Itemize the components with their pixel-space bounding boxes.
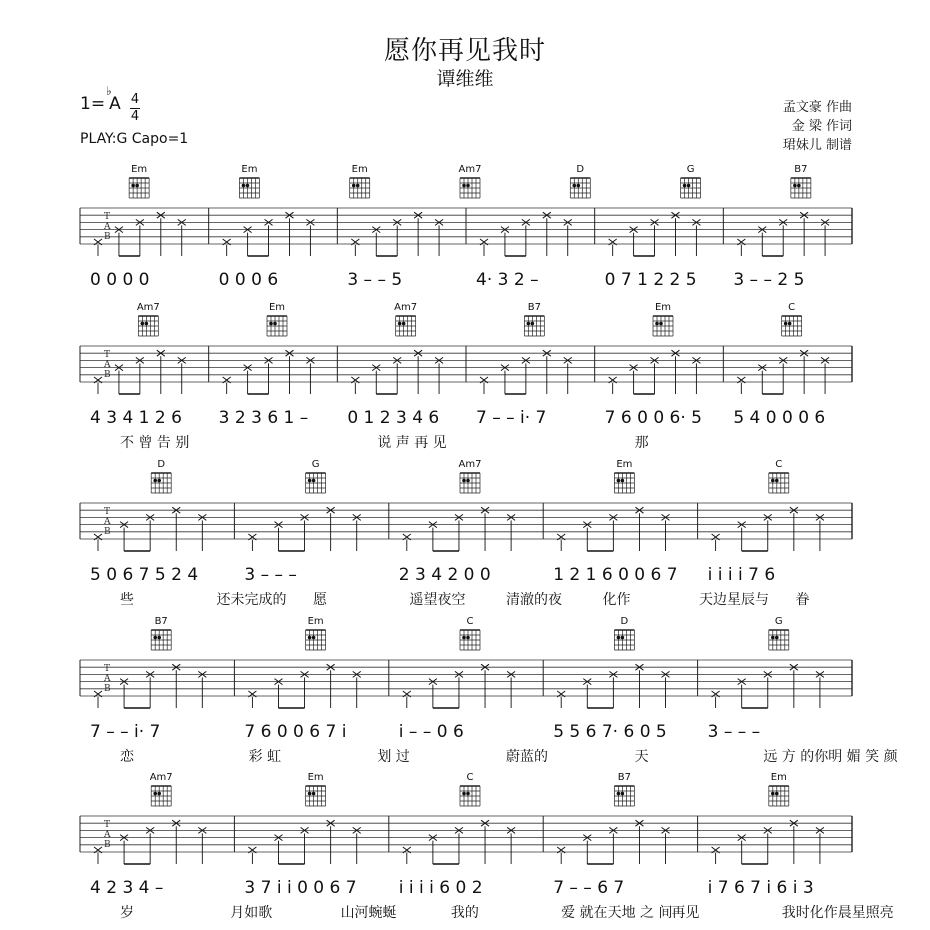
chord-diagram [769,786,789,806]
lyric-text: 岁 [120,905,134,921]
lyric-text: 恋 [120,749,134,765]
measure-notes: 3 – – – [707,722,761,742]
chord-name: B7 [617,772,631,783]
measure-notes: 7 6 0 0 6· 5 [604,408,702,428]
chord-diagram [239,178,259,198]
chord-diagram [306,630,326,650]
chord-name: Am7 [136,302,160,313]
tab-clef-letter: T [104,507,111,517]
key-signature [80,84,121,114]
lyric-text: 天边星辰与 [699,592,769,608]
chord-name: B7 [154,616,168,627]
lyric-text: 我时化作晨星照亮 [781,905,894,921]
lyric-text: 我的 [450,905,479,921]
lyricist-credit: 金 梁 作词 [791,119,852,134]
chord-name: Am7 [149,772,173,783]
chord-diagram [460,786,480,806]
chord-name: Am7 [458,164,482,175]
measure-notes: 0 7 1 2 2 5 [604,270,697,290]
chord-diagram [681,178,701,198]
chord-diagram [396,316,416,336]
chord-name: Am7 [458,459,482,470]
tab-clef-letter: A [104,360,111,370]
tab-clef-letter: T [104,664,111,674]
score-row [0,768,930,921]
numbered-notation [0,565,930,591]
lyric-text: 蔚蓝的 [506,749,548,765]
chord-name: C [466,616,474,627]
chord-name: C [788,302,796,313]
lyric-text: 说 声 再 见 [377,435,447,451]
lyric-text: 那 [634,435,649,451]
measure-notes: 1 2 1 6 0 0 6 7 [553,565,678,585]
lyric-text: 不 曾 告 别 [120,435,190,451]
lyric-text: 些 [120,592,134,608]
numbered-notation [0,408,930,434]
lyric-text: 远 方 的你明 媚 笑 颜 [763,749,898,765]
measure-notes: i i i i 6 0 2 [398,878,483,898]
chord-diagram [267,316,287,336]
tab-clef-letter: T [104,212,111,222]
lyric-text: 遥望夜空 [409,592,466,608]
chord-diagram [151,786,171,806]
chord-name: Em [616,459,633,470]
transcriber-credit: 珺妹儿 制谱 [782,138,852,153]
time-top: 4 [130,92,140,107]
chord-diagram [769,473,789,493]
numbered-notation [0,270,930,296]
chord-name: B7 [794,164,808,175]
lyric-text: 清澈的夜 [506,592,562,608]
chord-name: Em [268,302,286,313]
tab-clef-letter: T [104,820,111,830]
chord-diagram [653,316,673,336]
chord-name: Em [131,164,148,175]
chord-diagram [524,316,544,336]
chord-diagram [614,473,634,493]
lyric-text: 再见 [671,905,700,921]
score-row [0,455,930,608]
chord-diagram [614,786,634,806]
measure-notes: 0 0 0 0 [90,270,150,290]
lyric-text: 月如歌 [230,905,273,921]
score-row [0,298,930,451]
measure-notes: 7 – – 6 7 [553,878,625,898]
lyric-text: 愿 [313,592,327,608]
chord-name: Em [351,164,368,175]
tab-clef-letter: B [104,840,111,850]
chord-name: Em [307,772,324,783]
time-bottom: 4 [130,109,140,124]
tab-clef-letter: B [104,370,111,380]
chord-diagram [791,178,811,198]
measure-notes: 2 3 4 2 0 0 [398,565,491,585]
measure-notes: 4· 3 2 – [476,270,539,290]
chord-diagram [138,316,158,336]
chord-diagram [782,316,802,336]
measure-notes: 3 7 i i 0 0 6 7 [244,878,357,898]
chord-name: Em [654,302,672,313]
chord-diagram [460,473,480,493]
chord-name: Em [307,616,324,627]
chord-name: D [576,164,585,175]
tab-clef-letter: A [104,222,111,232]
measure-notes: 5 0 6 7 5 2 4 [90,565,199,585]
measure-notes: 7 6 0 0 6 7 i [244,722,347,742]
chord-name: Em [241,164,258,175]
chord-diagram [151,630,171,650]
chord-diagram [306,473,326,493]
measure-notes: 3 – – 2 5 [733,270,805,290]
lyric-text: 化作 [602,592,631,608]
numbered-notation [0,878,930,904]
score-row [0,160,930,310]
lyric-text: 眷 [795,592,810,608]
tab-clef-letter: B [104,684,111,694]
lyric-text: 山河蜿蜒 [340,905,397,921]
chord-diagram [614,630,634,650]
chord-name: C [775,459,783,470]
chord-diagram [460,630,480,650]
chord-name: Am7 [394,302,418,313]
lyric-text: 天 [634,749,649,765]
measure-notes: 0 1 2 3 4 6 [347,408,440,428]
chord-name: D [620,616,629,627]
key-prefix: 1= [80,94,106,114]
chord-name: B7 [527,302,541,313]
chord-name: G [311,459,320,470]
chord-diagram [460,178,480,198]
tab-clef-letter: T [104,350,111,360]
measure-notes: 0 0 0 6 [218,270,279,290]
capo-info: PLAY:G Capo=1 [80,131,189,147]
chord-diagram [306,786,326,806]
measure-notes: 4 3 4 1 2 6 [90,408,182,428]
lyrics-line [0,746,930,766]
chord-name: D [157,459,166,470]
chord-name: G [686,164,695,175]
measure-notes: 7 – – i· 7 [90,722,161,742]
lyrics-line [0,432,930,452]
measure-notes: i i i i 7 6 [707,565,776,585]
credits [783,98,852,155]
key-letter: A [109,94,121,114]
tab-clef-letter: B [104,527,111,537]
flat-sign: ♭ [106,84,112,98]
lyric-text: 划 过 [377,749,410,765]
song-title: 愿你再见我时 [383,36,546,66]
chord-diagram [769,630,789,650]
chord-name: G [774,616,783,627]
measure-notes: 5 5 6 7· 6 0 5 [553,722,667,742]
tab-clef-letter: A [104,830,111,840]
measure-notes: i 7 6 7 i 6 i 3 [707,878,814,898]
measure-notes: i – – 0 6 [398,722,464,742]
measure-notes: 3 – – – [244,565,297,585]
score-row [0,612,930,765]
measure-notes: 3 – – 5 [347,270,403,290]
chord-diagram [350,178,370,198]
chord-diagram [129,178,149,198]
chord-diagram [570,178,590,198]
chord-name: C [466,772,474,783]
lyrics-line [0,589,930,609]
tab-clef-letter: A [104,674,111,684]
tab-clef-letter: B [104,232,111,242]
measure-notes: 5 4 0 0 0 6 [733,408,826,428]
lyric-text: 彩 虹 [248,749,282,765]
composer-credit: 孟文豪 作曲 [782,100,852,115]
chord-name: Em [770,772,787,783]
numbered-notation [0,722,930,748]
singer-name: 谭维维 [436,68,494,90]
tab-clef-letter: A [104,517,111,527]
lyric-text: 还未完成的 [216,592,287,608]
chord-diagram [151,473,171,493]
measure-notes: 3 2 3 6 1 – [218,408,309,428]
measure-notes: 4 2 3 4 – [90,878,164,898]
lyric-text: 爱 就在天地 之 间 [561,905,673,921]
lyrics-line [0,902,930,922]
measure-notes: 7 – – i· 7 [476,408,547,428]
time-signature [130,93,140,124]
